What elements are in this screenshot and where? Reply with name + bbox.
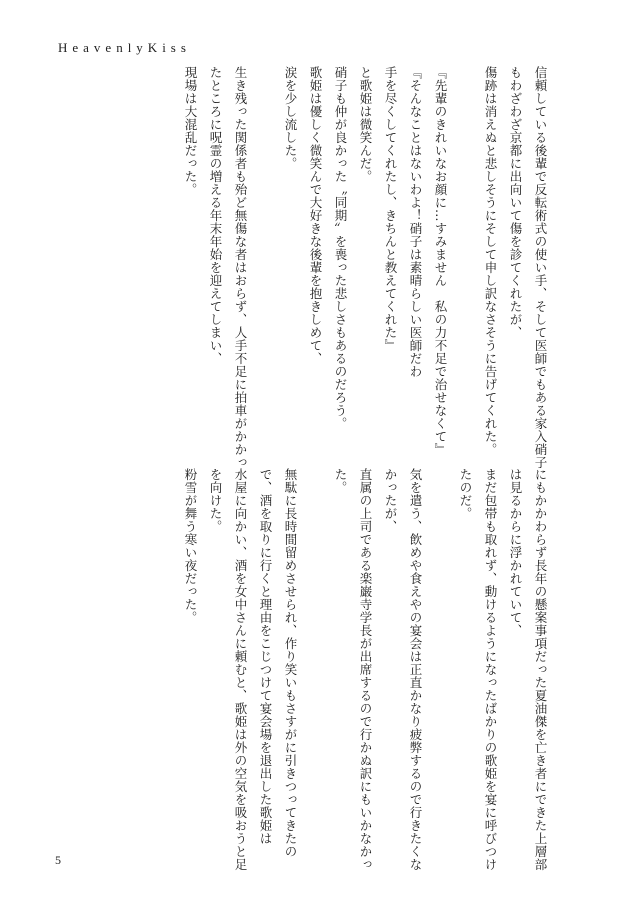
text-line: で、酒を取りに行くと理由をこじつけて宴会場を退出した歌姫は — [258, 468, 273, 845]
text-line: 手を尽くしてくれたし、きちんと教えてくれた』 — [383, 66, 398, 352]
blank-line — [428, 468, 453, 858]
text-line: 『先輩のきれいなお顔に…すみません 私の力不足で治せなくて』 — [433, 66, 448, 456]
lower-text-block — [178, 468, 553, 871]
text-line: 『そんなことはないわよ！硝子は素晴らしい医師だわ — [408, 66, 423, 378]
text-line: を向けた。 — [208, 468, 223, 533]
book-title-header: HeavenlyKiss — [58, 40, 191, 55]
text-line: まだ包帯も取れず、動けるようになったばかりの歌姫を宴に呼びつけ — [483, 468, 498, 871]
blank-line — [453, 66, 478, 436]
text-line: 涙を少し流した。 — [283, 66, 298, 170]
text-line: は見るからに浮かれていて、 — [508, 468, 523, 637]
text-line: と歌姫は微笑んだ。 — [358, 66, 373, 183]
text-line: たのだ。 — [458, 468, 473, 520]
text-line: 気を遣う、飲めや食えやの宴会は正直かなり疲弊するので行きたくな — [408, 468, 423, 871]
text-line: 硝子も仲が良かった〝同期〟を喪った悲しさもあるのだろう。 — [333, 66, 348, 430]
blank-line — [303, 468, 328, 858]
text-line: 傷跡は消えぬと悲しそうにそして申し訳なさそうに告げてくれた。 — [483, 66, 498, 456]
text-line: 信頼している後輩で反転術式の使い手、そして医師でもある家入硝子 — [533, 66, 548, 469]
upper-text-block — [178, 66, 553, 469]
page-number: 5 — [55, 853, 61, 867]
text-line: た。 — [333, 468, 348, 494]
blank-line — [253, 66, 278, 436]
text-line: 水屋に向かい、酒を女中さんに頼むと、歌姫は外の空気を吸おうと足 — [233, 468, 248, 871]
text-line: もわざわざ京都に出向いて傷を診てくれたが、 — [508, 66, 523, 339]
text-line: 歌姫は優しく微笑んで大好きな後輩を抱きしめて、 — [308, 66, 323, 365]
text-line: 粉雪が舞う寒い夜だった。 — [183, 468, 198, 624]
text-line: にもかかわらず長年の懸案事項だった夏油傑を亡き者にできた上層部 — [533, 468, 548, 871]
text-line: 生き残った関係者も殆ど無傷な者はおらず、人手不足に拍車がかかっ — [233, 66, 248, 469]
text-line: 現場は大混乱だった。 — [183, 66, 198, 196]
text-line: 直属の上司である楽巌寺学長が出席するので行かぬ訳にもいかなかっ — [358, 468, 373, 871]
text-line: 無駄に長時間留めさせられ、作り笑いもさすがに引きつってきたの — [283, 468, 298, 858]
text-line: たところに呪霊の増える年末年始を迎えてしまい、 — [208, 66, 223, 365]
text-line: かったが、 — [383, 468, 398, 533]
